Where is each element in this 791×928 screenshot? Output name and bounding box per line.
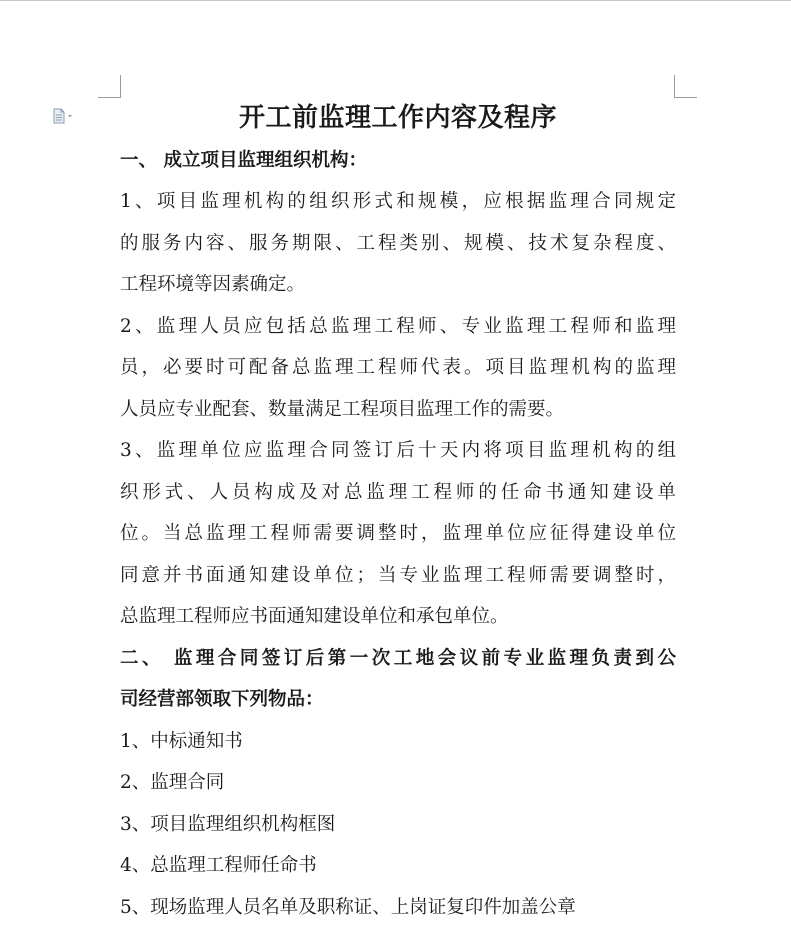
section-2-heading-line: 司经营部领取下列物品：: [120, 679, 676, 721]
list-item: 4、总监理工程师任命书: [120, 845, 676, 887]
paragraph-line: 的服务内容、服务期限、工程类别、规模、技术复杂程度、: [120, 223, 676, 265]
list-item: 2、监理合同: [120, 762, 676, 804]
top-border: [0, 0, 791, 1]
document-icon[interactable]: [52, 108, 74, 124]
section-1-item-1: [120, 181, 676, 306]
section-1-heading: 一、 成立项目监理组织机构：: [120, 141, 676, 181]
margin-corner-top-right: [674, 75, 697, 98]
section-1-item-2: [120, 306, 676, 431]
paragraph-line: 工程环境等因素确定。: [120, 264, 676, 306]
paragraph-line: 3、监理单位应监理合同签订后十天内将项目监理机构的组: [120, 430, 676, 472]
paragraph-line: 织形式、人员构成及对总监理工程师的任命书通知建设单: [120, 472, 676, 514]
paragraph-line: 同意并书面通知建设单位；当专业监理工程师需要调整时，: [120, 555, 676, 597]
section-1-item-3: [120, 430, 676, 638]
paragraph-line: 位。当总监理工程师需要调整时，监理单位应征得建设单位: [120, 513, 676, 555]
paragraph-line: 2、监理人员应包括总监理工程师、专业监理工程师和监理: [120, 306, 676, 348]
margin-corner-top-left: [98, 75, 121, 98]
materials-list: [120, 721, 676, 928]
paragraph-line: 员，必要时可配备总监理工程师代表。项目监理机构的监理: [120, 347, 676, 389]
document-icon-graphic: [52, 108, 74, 124]
paragraph-line: 人员应专业配套、数量满足工程项目监理工作的需要。: [120, 389, 676, 431]
list-item: 5、现场监理人员名单及职称证、上岗证复印件加盖公章: [120, 887, 676, 928]
document-page: [120, 96, 676, 928]
section-2-heading-line: 二、 监理合同签订后第一次工地会议前专业监理负责到公: [120, 638, 676, 680]
paragraph-line: 总监理工程师应书面通知建设单位和承包单位。: [120, 596, 676, 638]
document-title: 开工前监理工作内容及程序: [120, 96, 676, 140]
section-2-heading: [120, 638, 676, 721]
paragraph-line: 1、项目监理机构的组织形式和规模，应根据监理合同规定: [120, 181, 676, 223]
list-item: 3、项目监理组织机构框图: [120, 804, 676, 846]
list-item: 1、中标通知书: [120, 721, 676, 763]
